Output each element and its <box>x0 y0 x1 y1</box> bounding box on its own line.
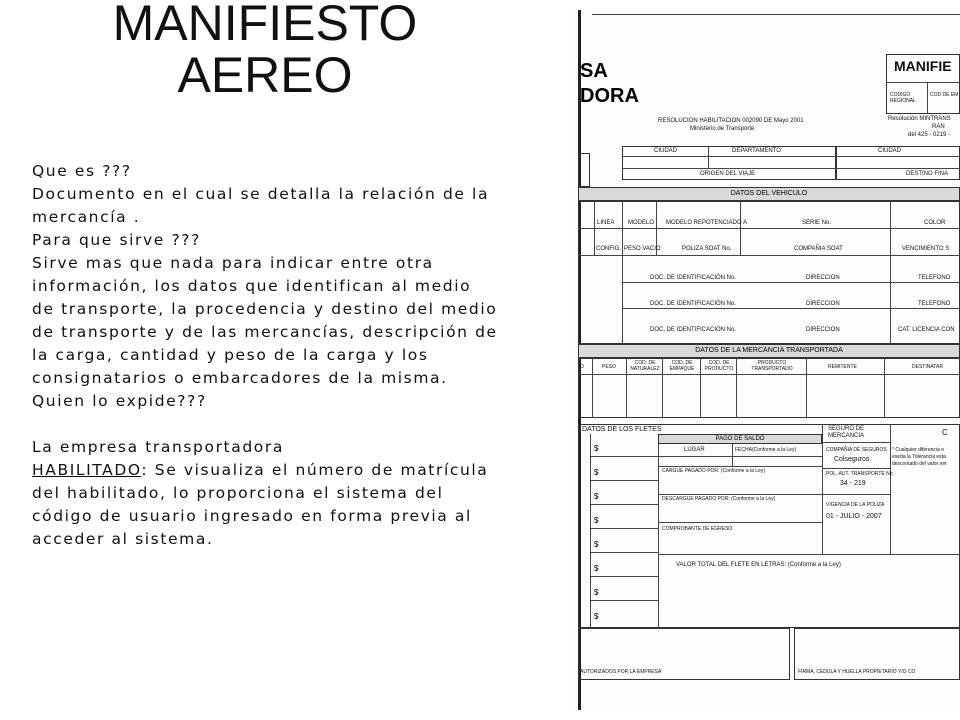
dollar-6: $ <box>594 564 599 573</box>
del-text: del 425 - 0219 - <box>908 132 951 138</box>
c-label: C <box>942 428 948 437</box>
doc-id-1: DOC. DE IDENTIFICACIÓN No. <box>650 275 737 281</box>
telefono-1: TELEFONO <box>918 275 951 281</box>
merc-col-naturaleza: COD. DE NATURALEZ <box>630 360 660 372</box>
seguro-label: SEGURO DE <box>828 426 865 432</box>
company-name-line-1: SA <box>580 60 608 82</box>
title-line-3: AEREO <box>177 47 353 103</box>
firma-label: FIRMA, CEDULA Y HUELLA PROPIETARIO Y/O CO <box>798 669 916 675</box>
pago-saldo-header: PAGO DE SALDO <box>658 434 822 444</box>
linea-label: LINEA <box>597 220 615 226</box>
direccion-3: DIRECCION <box>806 327 840 333</box>
merc-col-0: O <box>580 364 584 370</box>
lugar-label: LUGAR <box>684 447 705 453</box>
pol-num-value: 34 - 219 <box>840 480 866 487</box>
title-line-2: MANIFIESTO <box>112 0 418 51</box>
dollar-4: $ <box>594 516 599 525</box>
serie-label: SERIE No. <box>802 220 832 226</box>
vigencia-label: VIGENCIA DE LA POLIZA <box>826 502 885 508</box>
merc-col-producto: COD. DE PRODUCTO <box>704 360 734 372</box>
peso-vacio-label: PESO VACIO <box>624 246 661 252</box>
ran-text: RAN <box>932 124 945 130</box>
ciudad2-label: CIUDAD <box>878 148 902 154</box>
origen-label: ORIGEN DEL VIAJE <box>700 171 756 177</box>
merc-col-destinatario: DESTINATAR <box>912 364 943 370</box>
compania-seguros-label: COMPAÑIA DE SEGUROS <box>826 447 887 453</box>
modelo-repotenciado-label: MODELO REPOTENCIADO A <box>666 220 748 226</box>
resolucion-right: Resolución MINTRANS <box>888 116 951 122</box>
destino-label: DESTINO FINA <box>906 171 949 177</box>
merc-col-empaque: COD. DE EMPAQUE <box>669 360 695 372</box>
habilitado-label: HABILITADO <box>32 461 142 479</box>
departamento-label: DEPARTAMENTO <box>732 148 781 154</box>
question-purpose: Para que sirve ??? <box>32 231 201 249</box>
datos-vehiculo-header: DATOS DEL VEHICULO <box>578 187 960 201</box>
config-label: CONFIG. <box>596 246 621 252</box>
direccion-1: DIRECCION <box>806 275 840 281</box>
modelo-label: MODELO <box>628 220 655 226</box>
cargue-label: CARGUE PAGADO POR: (Conforme a la Ley) <box>662 468 765 474</box>
answer-purpose: Sirve mas que nada para indicar entre otra información, los datos que identifican al medio de transporte, la procedencia y destino del medio de transporte y de las mercancías, descripción de la carga, cantidad y peso de la carga y los consignatarios o embarcadores de la misma. <box>32 254 498 387</box>
datos-mercancia-header: DATOS DE LA MERCANCIA TRANSPORTADA <box>578 344 960 358</box>
merc-col-remitente: REMITENTE <box>828 364 857 370</box>
answer-what: Documento en el cual se detalla la relación de la mercancía . <box>32 185 490 226</box>
dollar-8: $ <box>594 612 599 621</box>
compania-soat-label: COMPAÑIA SOAT <box>794 246 843 252</box>
answer-issuer: La empresa transportadora <box>32 438 284 456</box>
datos-fletes-label: DATOS DE LOS FLETES <box>582 426 662 433</box>
question-issuer: Quien lo expide??? <box>32 392 207 410</box>
cat-licencia: CAT. LICENCIA CON <box>898 327 955 333</box>
note-line-2: exeda la Tolerancia esta <box>892 454 946 460</box>
vencimiento-label: VENCIMIENTO S <box>902 246 950 252</box>
note-line-1: * Cualquier diferencia e <box>892 447 944 453</box>
direccion-2: DIRECCION <box>806 301 840 307</box>
doc-id-3: DOC. DE IDENTIFICACIÓN No. <box>650 327 737 333</box>
ministerio-text: Ministerio de Transporte <box>690 126 755 132</box>
autorizados-label: AUTORIZADOS POR LA EMPRESA <box>580 669 662 675</box>
color-label: COLOR <box>924 220 946 226</box>
codigo-empresa: COD DE EM <box>930 92 959 98</box>
merc-col-transportado: PRODUCTO TRANSPORTADO <box>751 360 793 372</box>
dollar-2: $ <box>594 468 599 477</box>
note-line-3: descontado del valor net <box>892 461 947 467</box>
descargue-label: DESCARGUE PAGADO POR: (Conforme a la Ley) <box>662 496 776 502</box>
dollar-5: $ <box>594 540 599 549</box>
comprobante-label: COMPROBANTE DE EGRESO <box>662 526 733 532</box>
pol-aut-label: POL. AUT. TRANSPORTE No. <box>826 471 894 477</box>
telefono-2: TELEFONO <box>918 301 951 307</box>
colseguros-value: Colseguros <box>834 456 870 463</box>
question-what: Que es ??? <box>32 162 132 180</box>
company-name-line-2: DORA <box>580 85 639 107</box>
habilitado-text: : Se visualiza el número de matrícula del habilitado, lo proporciona el sistema del código de usuario ingresado en forma previa al acceder al sistema. <box>32 461 489 548</box>
merc-col-peso: PESO <box>602 364 616 370</box>
doc-id-2: DOC. DE IDENTIFICACIÓN No. <box>650 301 737 307</box>
habilitado-paragraph <box>32 459 500 551</box>
poliza-soat-label: POLIZA SOAT No. <box>682 246 732 252</box>
slide-body <box>32 160 500 551</box>
mercancia-label: MERCANCIA <box>828 433 865 439</box>
slide-title <box>30 0 500 101</box>
codigo-regional: CODIGO REGIONAL <box>890 92 916 104</box>
fecha-label: FECHA(Conforme a la Ley) <box>735 447 797 453</box>
dollar-7: $ <box>594 588 599 597</box>
valor-total-label: VALOR TOTAL DEL FLETE EN LETRAS: (Conforme a la Ley) <box>676 562 841 568</box>
dollar-3: $ <box>594 492 599 501</box>
resolucion-text: RESOLUCION HABILITACION 002090 DE Mayo 2001 <box>658 118 804 124</box>
margin-box <box>578 153 590 187</box>
manifiesto-label: MANIFIE <box>894 58 952 74</box>
ciudad-label: CIUDAD <box>654 148 678 154</box>
dollar-1: $ <box>594 444 599 453</box>
manifiesto-form-image <box>572 10 960 710</box>
vigencia-value: 01 - JULIO - 2007 <box>826 513 882 520</box>
